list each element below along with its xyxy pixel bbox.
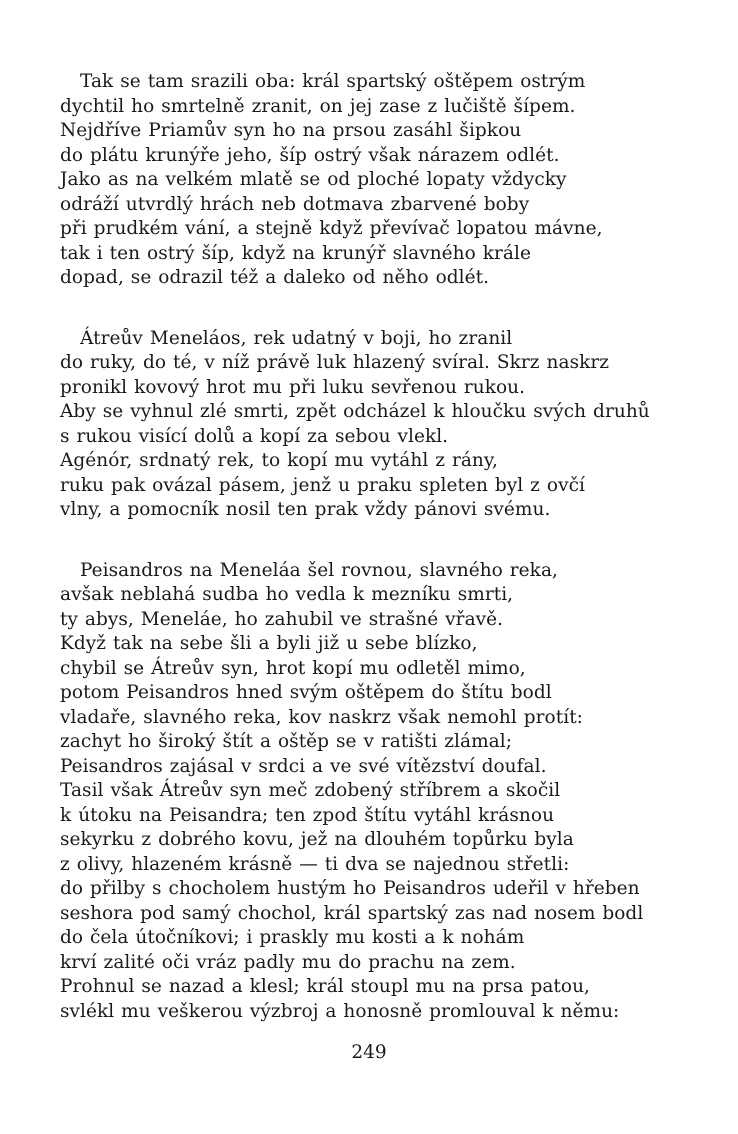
stanza-3 — [60, 559, 700, 1025]
stanza-2 — [60, 327, 700, 523]
verse-line: při prudkém vání, a stejně když převívač lopatou mávne, — [60, 218, 603, 239]
verse-line: ty abys, Meneláe, ho zahubil ve strašné vřavě. — [60, 608, 504, 630]
verse-line: Když tak na sebe šli a byli již u sebe blízko, — [60, 633, 478, 654]
stanza-1 — [60, 70, 700, 291]
verse-line: vladaře, slavného reka, kov naskrz však nemohl protít: — [60, 706, 583, 728]
verse-line: Tak se tam srazili oba: král spartský oštěpem ostrým — [80, 71, 586, 92]
verse-line: s rukou visící dolů a kopí za sebou vlekl. — [60, 425, 449, 447]
verse-line: Aby se vyhnul zlé smrti, zpět odcházel k hloučku svých druhů — [60, 401, 650, 422]
verse-line: avšak neblahá sudba ho vedla k mezníku smrti, — [60, 584, 514, 605]
verse-line: Peisandros na Meneláa šel rovnou, slavného reka, — [80, 559, 558, 581]
verse-line: potom Peisandros hned svým oštěpem do štítu bodl — [60, 682, 552, 703]
verse-line: odráží utvrdlý hrách neb dotmava zbarvené boby — [60, 193, 530, 215]
verse-line: ruku pak ovázal pásem, jenž u praku spleten byl z ovčí — [60, 474, 585, 496]
verse-line: do plátu krunýře jeho, šíp ostrý však nárazem odlét. — [60, 144, 560, 166]
verse-line: chybil se Átreův syn, hrot kopí mu odletěl mimo, — [60, 657, 526, 679]
verse-line: sekyrku z dobrého kovu, jež na dlouhém topůrku byla — [60, 829, 574, 850]
verse-line: Jako as na velkém mlatě se od ploché lopaty vždycky — [60, 169, 567, 190]
verse-line: dychtil ho smrtelně zranit, on jej zase z lučiště šípem. — [60, 95, 576, 117]
verse-line: pronikl kovový hrot mu při luku sevřenou rukou. — [60, 376, 526, 398]
verse-line: Peisandros zajásal v srdci a ve své vítězství doufal. — [60, 755, 547, 777]
page-number: 249 — [351, 1042, 387, 1063]
verse-line: do ruky, do té, v níž právě luk hlazený svíral. Skrz naskrz — [60, 352, 610, 373]
verse-line: vlny, a pomocník nosil ten prak vždy pánovi svému. — [60, 499, 551, 520]
verse-line: do přilby s chocholem hustým ho Peisandros udeřil v hřeben — [60, 878, 640, 899]
verse-line: seshora pod samý chochol, král spartský zas nad nosem bodl — [60, 902, 644, 924]
verse-line: zachyt ho široký štít a oštěp se v ratišti zlámal; — [60, 731, 513, 752]
verse-line: tak i ten ostrý šíp, když na krunýř slavného krále — [60, 242, 531, 264]
verse-line: k útoku na Peisandra; ten zpod štítu vytáhl krásnou — [60, 804, 555, 826]
verse-line: krví zalité oči vráz padly mu do prachu na zem. — [60, 951, 516, 973]
verse-line: svlékl mu veškerou výzbroj a honosně promlouval k němu: — [60, 1000, 620, 1022]
verse-line: Prohnul se nazad a klesl; král stoupl mu na prsa patou, — [60, 976, 590, 997]
verse-line: dopad, se odrazil též a daleko od něho odlét. — [60, 267, 490, 288]
verse-line: do čela útočníkovi; i praskly mu kosti a k nohám — [60, 927, 525, 948]
verse-line: Átreův Meneláos, rek udatný v boji, ho zranil — [80, 327, 513, 349]
verse-line: Agénór, srdnatý rek, to kopí mu vytáhl z rány, — [60, 450, 498, 471]
verse-line: Tasil však Átreův syn meč zdobený stříbrem a skočil — [60, 780, 561, 801]
poem-text — [60, 70, 700, 1024]
verse-line: z olivy, hlazeném krásně — ti dva se najednou střetli: — [60, 853, 570, 875]
verse-line: Nejdříve Priamův syn ho na prsou zasáhl šipkou — [60, 120, 522, 141]
